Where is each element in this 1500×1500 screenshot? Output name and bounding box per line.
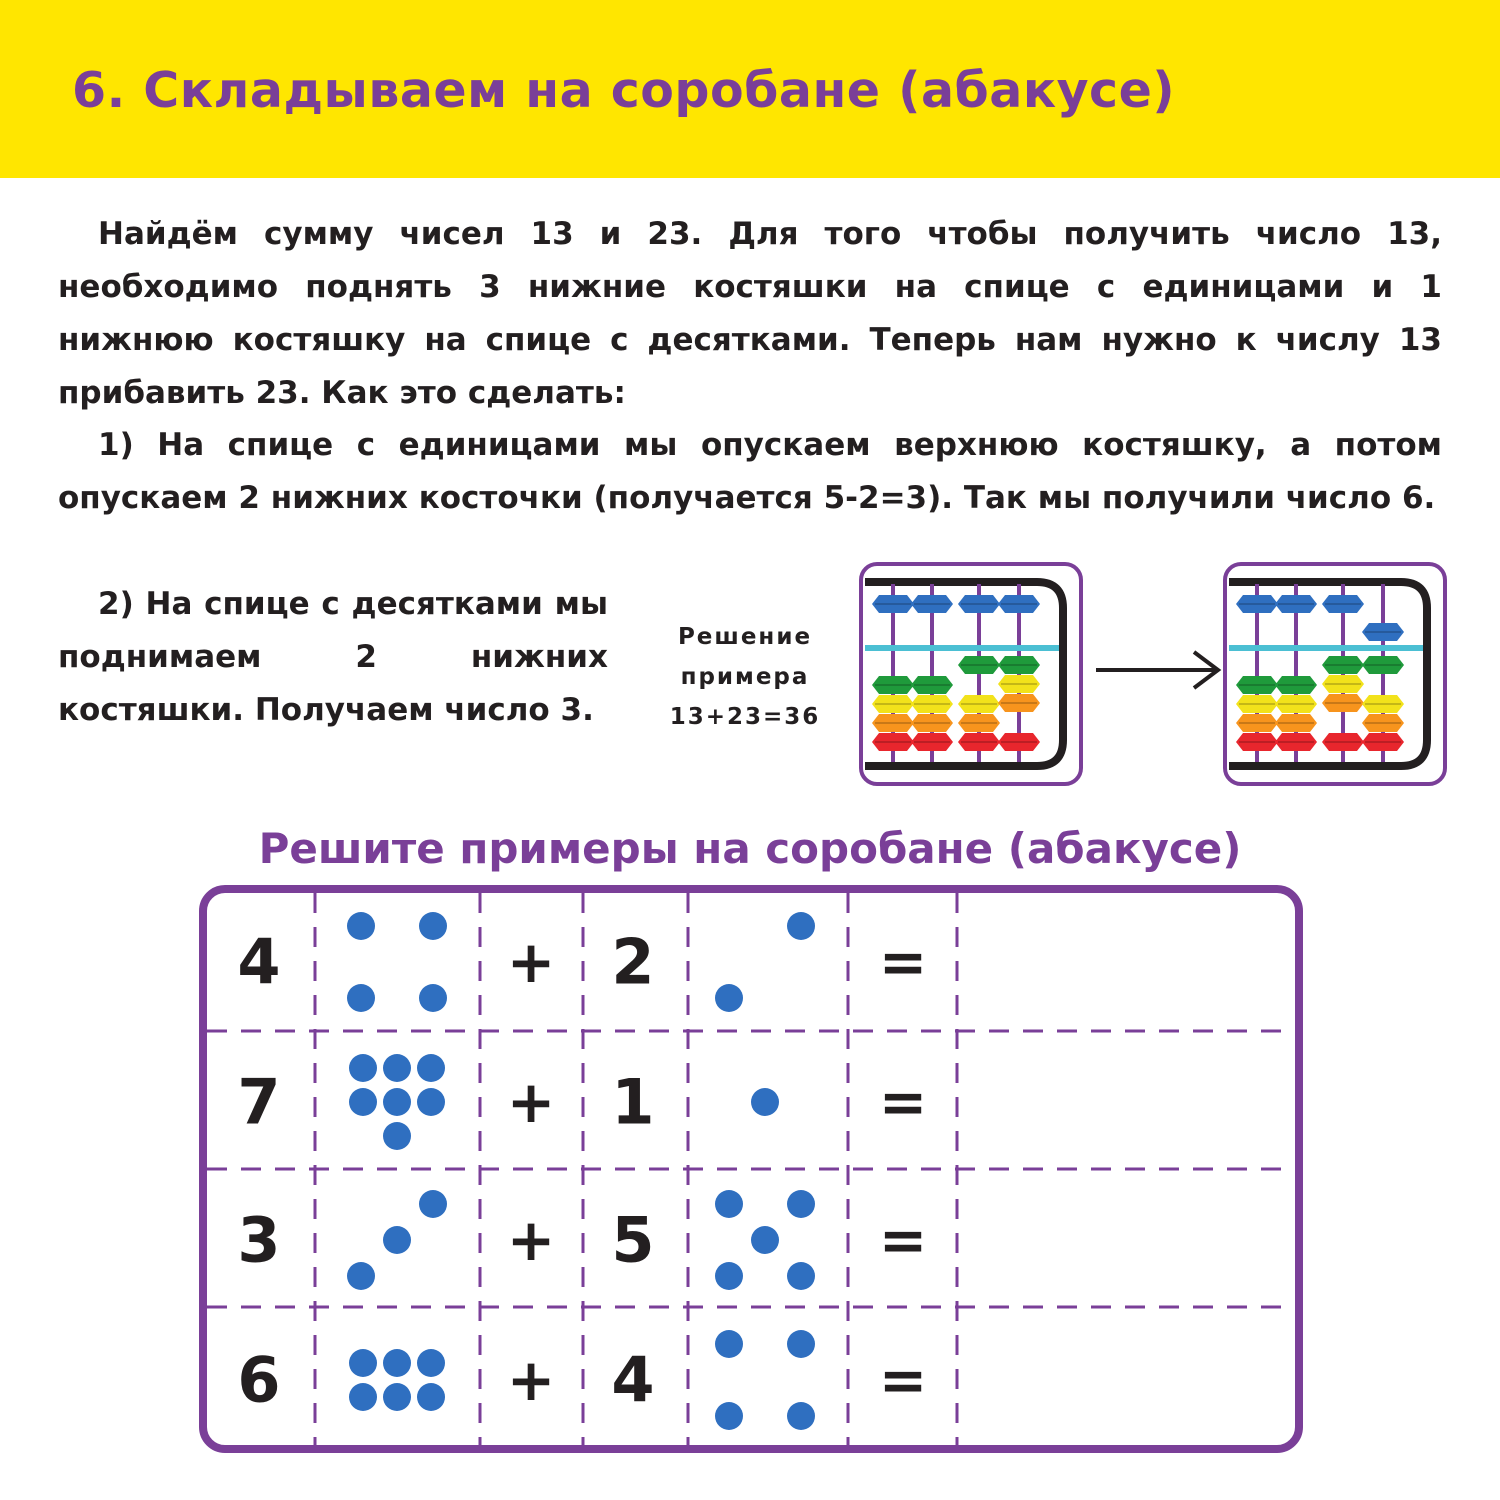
second-addend: 4 bbox=[611, 1343, 655, 1417]
section-title: Решите примеры на соробане (абакусе) bbox=[258, 824, 1242, 873]
dot-marker bbox=[419, 912, 447, 940]
dot-marker bbox=[417, 1349, 445, 1377]
step2-paragraph-text: 2) На спице с десятками мы поднимаем 2 нижних костяшки. Получаем число 3. bbox=[58, 586, 608, 728]
dot-marker bbox=[715, 984, 743, 1012]
first-addend: 6 bbox=[237, 1343, 281, 1417]
intro-paragraph-text: Найдём сумму чисел 13 и 23. Для того чтобы получить число 13, необходимо поднять 3 нижние костяшки на спице с единицами и 1 нижнюю костяшку на спице с десятками. Теперь нам нужно к числу 13 прибавить 23. Как это сделать: bbox=[58, 216, 1442, 411]
dot-marker bbox=[347, 912, 375, 940]
dot-marker bbox=[347, 984, 375, 1012]
first-addend: 7 bbox=[237, 1065, 281, 1139]
dot-marker bbox=[349, 1054, 377, 1082]
dot-marker bbox=[787, 1190, 815, 1218]
dot-marker bbox=[419, 1190, 447, 1218]
second-addend-dots bbox=[715, 912, 815, 1012]
dot-marker bbox=[715, 1190, 743, 1218]
dot-marker bbox=[787, 1262, 815, 1290]
first-addend-dots bbox=[349, 1054, 445, 1150]
step1-paragraph-text: 1) На спице с единицами мы опускаем верхнюю костяшку, а потом опускаем 2 нижних косточки (получается 5-2=3). Так мы получили число 6. bbox=[58, 427, 1442, 516]
first-addend: 3 bbox=[237, 1203, 281, 1277]
answer-cell[interactable] bbox=[962, 1178, 1292, 1302]
dot-marker bbox=[383, 1349, 411, 1377]
dot-marker bbox=[715, 1262, 743, 1290]
dot-marker bbox=[417, 1054, 445, 1082]
plus-sign: + bbox=[506, 928, 556, 996]
answer-cell[interactable] bbox=[962, 1040, 1292, 1164]
dot-marker bbox=[787, 1330, 815, 1358]
solution-caption-line1: Решение bbox=[677, 624, 813, 650]
dot-marker bbox=[349, 1383, 377, 1411]
second-addend: 5 bbox=[611, 1203, 655, 1277]
answer-cell[interactable] bbox=[962, 900, 1292, 1024]
second-addend-dots bbox=[751, 1088, 779, 1116]
dot-marker bbox=[715, 1402, 743, 1430]
dot-marker bbox=[715, 1330, 743, 1358]
first-addend-dots bbox=[347, 912, 447, 1012]
second-addend: 1 bbox=[611, 1065, 655, 1139]
first-addend-dots bbox=[347, 1190, 447, 1290]
dot-marker bbox=[383, 1054, 411, 1082]
second-addend-dots bbox=[715, 1330, 815, 1430]
equals-sign: = bbox=[878, 928, 928, 996]
plus-sign: + bbox=[506, 1068, 556, 1136]
solution-caption-line2: примера bbox=[680, 664, 810, 690]
equals-sign: = bbox=[878, 1346, 928, 1414]
first-addend: 4 bbox=[237, 925, 281, 999]
plus-sign: + bbox=[506, 1206, 556, 1274]
dot-marker bbox=[419, 984, 447, 1012]
plus-sign: + bbox=[506, 1346, 556, 1414]
first-addend-dots bbox=[349, 1349, 445, 1411]
second-addend-dots bbox=[715, 1190, 815, 1290]
dot-marker bbox=[349, 1349, 377, 1377]
dot-marker bbox=[383, 1088, 411, 1116]
dot-marker bbox=[417, 1088, 445, 1116]
dot-marker bbox=[347, 1262, 375, 1290]
dot-marker bbox=[751, 1088, 779, 1116]
dot-marker bbox=[417, 1383, 445, 1411]
answer-cell[interactable] bbox=[962, 1318, 1292, 1442]
second-addend: 2 bbox=[611, 925, 655, 999]
dot-marker bbox=[787, 1402, 815, 1430]
equals-sign: = bbox=[878, 1068, 928, 1136]
dot-marker bbox=[383, 1226, 411, 1254]
dot-marker bbox=[349, 1088, 377, 1116]
dot-marker bbox=[383, 1122, 411, 1150]
dot-marker bbox=[383, 1383, 411, 1411]
dot-marker bbox=[751, 1226, 779, 1254]
page-title: 6. Складываем на соробане (абакусе) bbox=[72, 62, 1176, 119]
dot-marker bbox=[787, 912, 815, 940]
equals-sign: = bbox=[878, 1206, 928, 1274]
solution-caption-line3: 13+23=36 bbox=[669, 704, 821, 730]
